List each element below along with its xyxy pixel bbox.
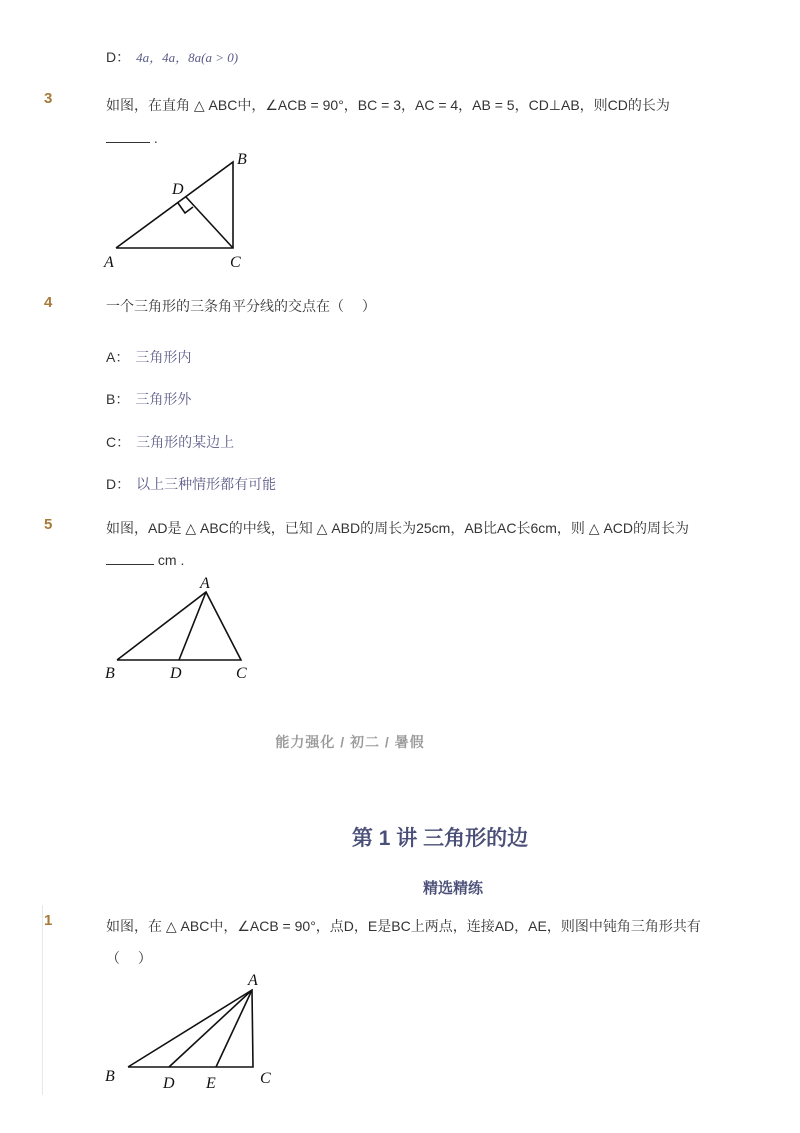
q2-option-d: [106, 47, 238, 67]
question-number: 5: [44, 516, 53, 533]
answer-blank[interactable]: [106, 552, 154, 565]
option-c[interactable]: [106, 432, 234, 452]
label-b: B: [105, 1068, 115, 1085]
label-d: D: [163, 1075, 175, 1092]
question-number: 1: [44, 912, 53, 929]
lecture-title: 第 1 讲 三角形的边: [351, 827, 529, 850]
margin-divider: [42, 905, 43, 1095]
right-angle-mark: [178, 203, 193, 213]
label-c: C: [230, 254, 241, 271]
answer-blank[interactable]: [106, 130, 150, 143]
option-value: 三角形外: [135, 391, 192, 407]
option-a[interactable]: [106, 347, 191, 367]
label-c: C: [260, 1070, 271, 1087]
question-text: 如图，在直角 △ ABC中，∠ACB = 90°，BC = 3，AC = 4，AB = 5，CD⊥AB，则CD的长为: [106, 97, 670, 113]
answer-blank-line: [106, 552, 184, 568]
triangle-abc: [116, 162, 233, 248]
label-e: E: [206, 1075, 216, 1092]
triangle-abc: [117, 592, 241, 660]
question-tail: .: [153, 130, 158, 146]
label-d: D: [170, 665, 182, 682]
label-c: C: [236, 665, 247, 682]
label-a: A: [104, 254, 114, 271]
option-d[interactable]: [106, 474, 276, 494]
option-value: 以上三种情形都有可能: [136, 476, 277, 492]
segment-ad: [169, 990, 252, 1067]
question-text: 如图，AD是 △ ABC的中线，已知 △ ABD的周长为25cm，AB比AC长6cm，则 △ ACD的周长为: [106, 520, 690, 536]
question-text: 一个三角形的三条角平分线的交点在（ ）: [106, 298, 376, 314]
label-b: B: [237, 151, 247, 168]
option-letter: D：: [106, 49, 131, 65]
question-number: 4: [44, 294, 53, 311]
question-tail: （ ）: [106, 950, 152, 966]
label-a: A: [248, 972, 258, 989]
altitude-cd: [186, 197, 233, 248]
label-d: D: [172, 181, 184, 198]
option-value: 三角形内: [135, 349, 192, 365]
option-letter: D：: [106, 476, 131, 492]
option-letter: A：: [106, 349, 130, 365]
p1-figure: [100, 968, 280, 1093]
label-b: B: [105, 665, 115, 682]
question-text: 如图，在 △ ABC中，∠ACB = 90°，点D，E是BC上两点，连接AD，AE，则图中钝角三角形共有: [106, 918, 701, 934]
answer-blank-line: [106, 130, 158, 146]
option-b[interactable]: [106, 389, 191, 409]
option-letter: C：: [106, 434, 131, 450]
page-footer: 能力强化 / 初二 / 暑假: [275, 734, 425, 750]
q3-figure: [100, 148, 260, 273]
section-title: 精选精练: [422, 880, 483, 897]
option-value: 三角形的某边上: [136, 434, 235, 450]
label-a: A: [200, 575, 210, 592]
option-value: 4a，4a，8a(a > 0): [136, 50, 239, 65]
question-number: 3: [44, 90, 53, 107]
option-letter: B：: [106, 391, 130, 407]
question-tail: cm .: [157, 552, 185, 568]
q5-figure: [100, 570, 260, 685]
